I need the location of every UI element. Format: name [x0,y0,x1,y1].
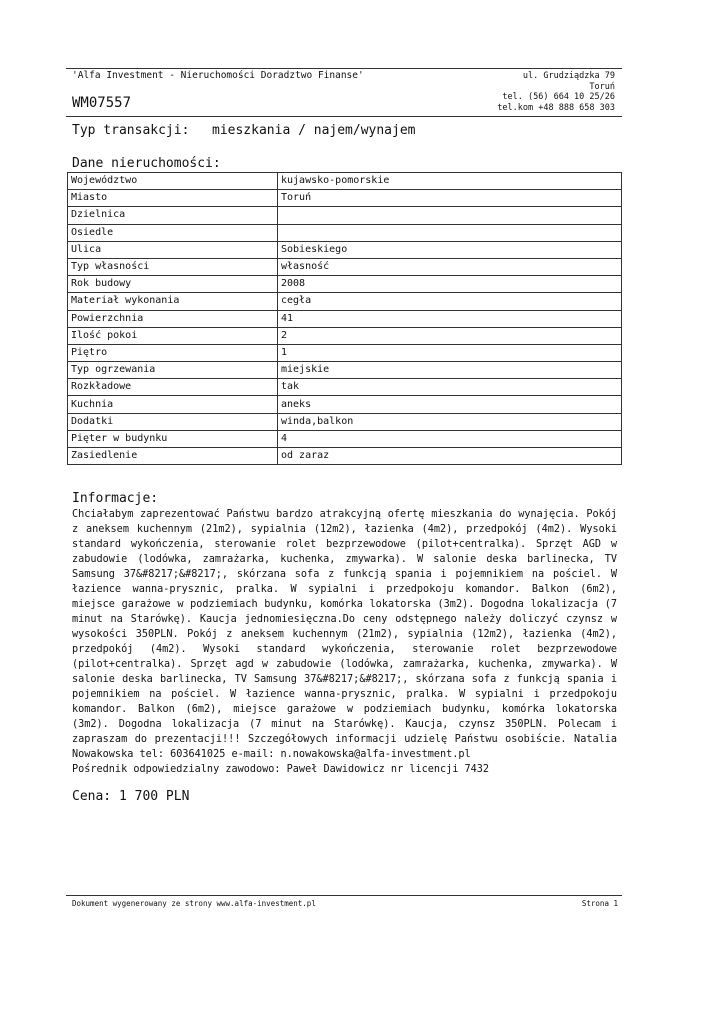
transaction-value: mieszkania / najem/wynajem [212,123,416,138]
property-row [68,362,622,379]
page-number: Strona 1 [581,899,618,908]
property-key: Osiedle [68,224,278,241]
office-city: Toruń [589,81,615,92]
property-value: aneks [278,396,622,413]
property-row [68,344,622,361]
property-value [278,224,622,241]
property-value: 2008 [278,276,622,293]
transaction-label: Typ transakcji: [72,123,190,138]
property-row [68,190,622,207]
property-value: 4 [278,430,622,447]
property-key: Ilość pokoi [68,327,278,344]
property-row [68,173,622,190]
property-value: własność [278,258,622,275]
property-key: Województwo [68,173,278,190]
property-key: Rok budowy [68,276,278,293]
property-value: miejskie [278,362,622,379]
property-key: Dodatki [68,413,278,430]
property-key: Kuchnia [68,396,278,413]
property-row [68,241,622,258]
property-key: Pięter w budynku [68,430,278,447]
header-bottom-rule [66,116,622,117]
property-key: Zasiedlenie [68,448,278,465]
property-row [68,430,622,447]
property-row [68,379,622,396]
info-section-title: Informacje: [72,491,159,506]
property-row [68,448,622,465]
property-value: Sobieskiego [278,241,622,258]
property-value: 2 [278,327,622,344]
property-row [68,310,622,327]
office-mobile: tel.kom +48 888 658 303 [497,102,615,113]
property-value: kujawsko-pomorskie [278,173,622,190]
property-key: Typ własności [68,258,278,275]
property-key: Ulica [68,241,278,258]
property-key: Dzielnica [68,207,278,224]
property-value: cegła [278,293,622,310]
property-key: Miasto [68,190,278,207]
footer-source: Dokument wygenerowany ze strony www.alfa-investment.pl [72,899,316,908]
property-row [68,396,622,413]
property-value: od zaraz [278,448,622,465]
offer-reference: WM07557 [72,95,132,111]
property-row [68,276,622,293]
property-key: Rozkładowe [68,379,278,396]
company-name: 'Alfa Investment - Nieruchomości Doradztwo Finanse' [72,70,364,81]
property-value: 1 [278,344,622,361]
property-value [278,207,622,224]
header-top-rule [66,68,622,69]
office-contact [497,71,615,113]
property-row [68,327,622,344]
property-key: Typ ogrzewania [68,362,278,379]
footer-rule [66,895,622,896]
property-value: winda,balkon [278,413,622,430]
property-value: Toruń [278,190,622,207]
info-description [72,507,617,777]
property-value: tak [278,379,622,396]
office-address: ul. Grudziądzka 79 [522,71,615,81]
property-key: Piętro [68,344,278,361]
property-row [68,413,622,430]
property-row [68,258,622,275]
property-row [68,293,622,310]
property-key: Materiał wykonania [68,293,278,310]
office-phone: tel. (56) 664 10 25/26 [502,92,615,102]
broker-license: Pośrednik odpowiedzialny zawodowo: Paweł Dawidowicz nr licencji 7432 [72,764,490,775]
property-value: 41 [278,310,622,327]
property-row [68,224,622,241]
property-table [67,172,622,465]
info-text: Chciałabym zaprezentować Państwu bardzo atrakcyjną ofertę mieszkania do wynajęcia. Pokój z aneksem kuchennym (21m2), sypialnia (12m2), łazienka (4m2), przedpokój (4m2). Wysoki standard wykończenia, sterowanie rolet bezprzewodowe (pilot+centralka). Sprzęt AGD w zabudowie (lodówka, zamrażarka, kuchenka, zmywarka). W salonie deska barlinecka, TV Samsung 37&#8217;&#8217;, skórzana sofa z funkcją spania i pojemnikiem na pościel. W łazience wanna-prysznic, pralka. W sypialni i przedpokoju komandor. Balkon (6m2), miejsce garażowe w podziemiach budynku, komórka lokatorska (3m2). Dogodna lokalizacja (7 minut na Starówkę). Kaucja jednomiesięczna.Do ceny odstępnego należy doliczyć czynsz w wysokości 350PLN. Pokój z aneksem kuchennym (21m2), sypialnia (12m2), łazienka (4m2), przedpokój (4m2). Wysoki standard wykończenia, sterowanie rolet bezprzewodowe (pilot+centralka). Sprzęt agd w zabudowie (lodówka, zamrażarka, kuchenka, zmywarka). W salonie deska barlinecka, TV Samsung 37&#8217;&#8217;, skórzana sofa z funkcją spania i pojemnikiem na pościel. W łazience wanna-prysznic, pralka. W sypialni i przedpokoju komandor. Balkon (6m2), miejsce garażowe w podziemiach budynku, komórka lokatorska (3m2). Dogodna lokalizacja (7 minut na Starówkę). Kaucja, czynsz 350PLN. Polecam i zapraszam do prezentacji!!! Szczegółowych informacji udzielę Państwu osobiście. Natalia Nowakowska tel: 603641025 e-mail: n.nowakowska@alfa-investment.pl [72,509,617,760]
property-row [68,207,622,224]
price: Cena: 1 700 PLN [72,789,190,804]
property-key: Powierzchnia [68,310,278,327]
property-section-title: Dane nieruchomości: [72,156,221,171]
